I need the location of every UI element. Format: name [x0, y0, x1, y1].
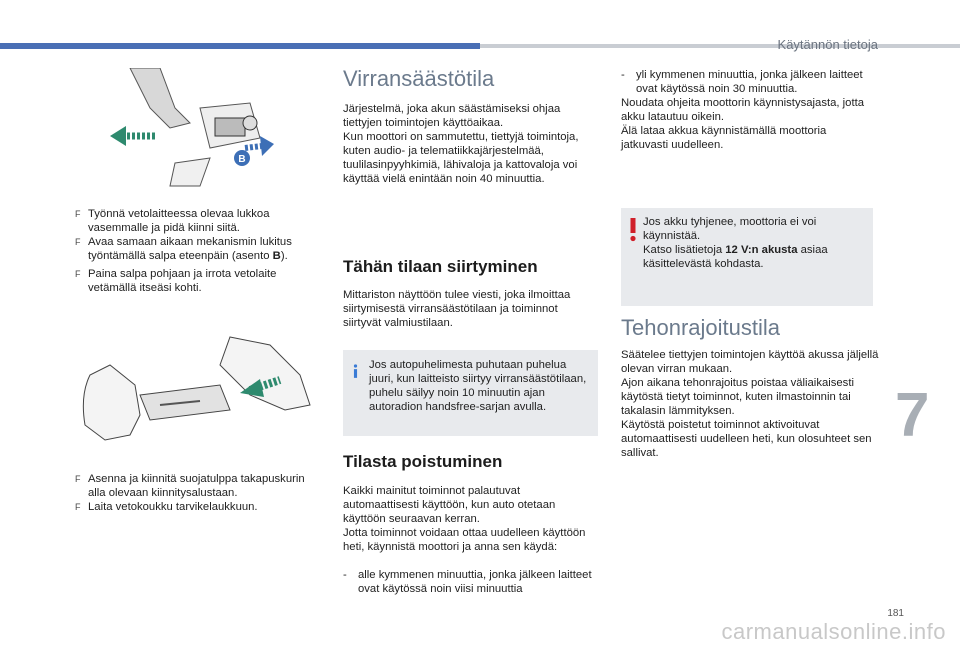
warning-text: Jos akku tyhjenee, moottoria ei voi käynnistää. Katso lisätietoja 12 V:n akusta asiaa käsittelevästä kohdasta.	[643, 216, 828, 270]
info-box	[343, 350, 598, 436]
list-item: F Työnnä vetolaitteessa olevaa lukkoa vasemmalle ja pidä kiinni siitä.	[75, 208, 270, 234]
info-text: Jos autopuhelimesta puhutaan puhelua juuri, kun laitteisto siirtyy virransäästötilaan, puhelu säilyy noin 10 minuutin ajan autoradion handsfree-sarjan avulla.	[369, 359, 587, 413]
warning-icon	[629, 218, 637, 242]
page-number: 181	[887, 608, 904, 619]
instruction-list-2	[75, 472, 325, 514]
heading-power-saving-mode: Virransäästötila	[343, 66, 495, 91]
power-limit-text: Säätelee tiettyjen toimintojen käyttöä akussa jäljellä olevan virran mukaan. Ajon aikana tehonrajoitus poistaa väliaikaisesti käytöstä tietyt toiminnot, kuten ilmastoinnin tai takalasin lämmityksen. Käytöstä poistetut toiminnot aktivoituvat automaattisesti uudelleen heti, kun olosuhteet sen sallivat.	[621, 349, 879, 459]
subheading-exiting-mode: Tilasta poistuminen	[343, 452, 503, 471]
figure-label-b: B	[238, 154, 246, 165]
exiting-mode-text: Kaikki mainitut toiminnot palautuvat automaattisesti käyttöön, kun auto otetaan käyttöön seuraavan kerran. Jotta toiminnot voidaan ottaa uudelleen käyttöön heti, käynnistä moottori ja anna sen käydä:	[343, 485, 586, 553]
list-item: F Paina salpa pohjaan ja irrota vetolaite vetämällä itseäsi kohti.	[75, 268, 277, 294]
watermark: carmanualsonline.info	[721, 619, 946, 644]
dash-item-2: - yli kymmenen minuuttia, jonka jälkeen laitteet ovat käytössä noin 30 minuuttia.	[621, 69, 863, 95]
heading-power-limit-mode: Tehonrajoitustila	[621, 315, 780, 340]
section-title: Käytännön tietoja	[777, 37, 878, 52]
entering-mode-text: Mittariston näyttöön tulee viesti, joka ilmoittaa siirtymisestä virransäästötilaan ja toiminnot siirtyvät valmiustilaan.	[343, 289, 571, 329]
list-item: F Asenna ja kiinnitä suojatulppa takapuskurin alla olevaan kiinnitysalustaan.	[75, 473, 305, 499]
chapter-number: 7	[895, 381, 930, 450]
list-item: F Laita vetokoukku tarvikelaukkuun.	[75, 501, 258, 513]
power-saving-intro: Järjestelmä, joka akun säästämiseksi ohjaa tiettyjen toimintojen käyttöaikaa. Kun moottori on sammutettu, tiettyjä toimintoja, kuten audio- ja telematiikkajärjestelmää, tuulilasinpyyhkimiä, lähivaloja ja kattovaloja voi käyttää vielä enintään noin 40 minuuttia.	[343, 103, 579, 185]
tow-hook-release-illustration	[100, 68, 300, 188]
header-accent-bar	[0, 43, 480, 49]
dash-item-1: - alle kymmenen minuuttia, jonka jälkeen laitteet ovat käytössä noin viisi minuuttia	[343, 569, 592, 595]
instruction-list-1	[75, 207, 325, 295]
bumper-plug-illustration	[70, 335, 330, 455]
list-item: F Avaa samaan aikaan mekanismin lukitus työntämällä salpa eteenpäin (asento B).	[75, 236, 292, 262]
header-divider-bar	[480, 44, 960, 48]
subheading-entering-mode: Tähän tilaan siirtyminen	[343, 257, 538, 276]
battery-advice-text: Noudata ohjeita moottorin käynnistysajasta, jotta akku latautuu oikein. Älä lataa akkua käynnistämällä moottoria jatkuvasti uudelleen.	[621, 97, 865, 151]
warning-box	[621, 208, 873, 306]
info-icon	[353, 360, 358, 382]
